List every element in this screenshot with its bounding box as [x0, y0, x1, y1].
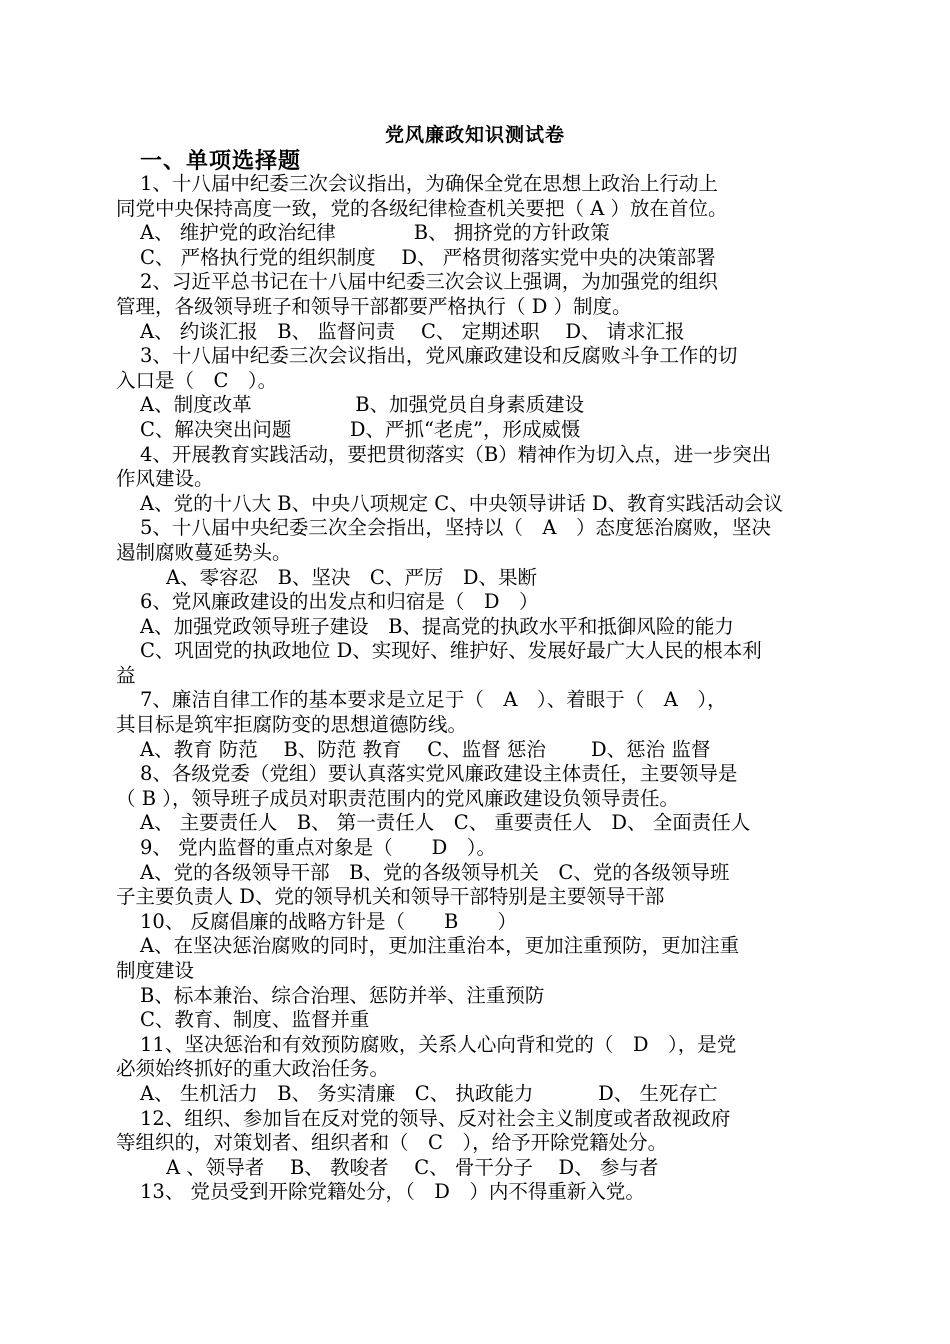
text-line: C、 严格执行党的组织制度 D、 严格贯彻落实党中央的决策部署	[140, 245, 716, 269]
text-line: A 、领导者 B、 教唆者 C、 骨干分子 D、 参与者	[166, 1155, 659, 1179]
text-line: （ B ），领导班子成员对职责范围内的党风廉政建设负领导责任。	[116, 786, 679, 810]
text-line: C、解决突出问题 D、严抓“老虎”，形成威慑	[140, 417, 581, 441]
text-line: C、巩固党的执政地位 D、实现好、维护好、发展好最广大人民的根本利	[140, 639, 762, 663]
text-line: A、党的十八大 B、中央八项规定 C、中央领导讲话 D、教育实践活动会议	[140, 491, 784, 515]
text-line: 入口是（ C ）。	[116, 368, 278, 392]
text-line: 作风建设。	[116, 467, 214, 491]
text-line: 5、十八届中央纪委三次全会指出，坚持以（ A ）态度惩治腐败，坚决	[140, 516, 771, 540]
text-line: A、加强党政领导班子建设 B、提高党的执政水平和抵御风险的能力	[140, 614, 734, 638]
text-line: 遏制腐败蔓延势头。	[116, 540, 292, 564]
text-line: 3、十八届中纪委三次会议指出，党风廉政建设和反腐败斗争工作的切	[140, 344, 738, 368]
text-line: B、标本兼治、综合治理、惩防并举、注重预防	[140, 983, 545, 1007]
text-line: 10、 反腐倡廉的战略方针是（ B ）	[140, 909, 517, 933]
text-line: 制度建设	[116, 959, 195, 982]
text-line: 管理，各级领导班子和领导干部都要严格执行（ D ）制度。	[116, 294, 632, 318]
text-line: A、在坚决惩治腐败的同时，更加注重治本，更加注重预防，更加注重	[140, 934, 740, 958]
text-line: 6、党风廉政建设的出发点和归宿是（ D ）	[140, 590, 539, 614]
text-line: 8、各级党委（党组）要认真落实党风廉政建设主体责任，主要领导是	[140, 762, 738, 786]
text-line: 益	[116, 663, 136, 687]
text-line: 其目标是筑牢拒腐防变的思想道德防线。	[116, 713, 468, 737]
text-line: 2、习近平总书记在十八届中纪委三次会议上强调，为加强党的组织	[140, 270, 718, 294]
text-line: C、教育、制度、监督并重	[140, 1008, 370, 1032]
text-line: 7、廉洁自律工作的基本要求是立足于（ A ）、着眼于（ A ），	[140, 688, 727, 712]
text-line: A、 约谈汇报 B、 监督问责 C、 定期述职 D、 请求汇报	[140, 319, 685, 343]
text-line: A、 主要责任人 B、 第一责任人 C、 重要责任人 D、 全面责任人	[140, 811, 751, 835]
text-line: 必须始终抓好的重大政治任务。	[116, 1057, 390, 1081]
section-heading: 一、单项选择题	[140, 149, 302, 174]
text-line: 11、坚决惩治和有效预防腐败，关系人心向背和党的（ D ），是党	[140, 1032, 737, 1056]
text-line: A、 生机活力 B、 务实清廉 C、 执政能力 D、 生死存亡	[140, 1081, 718, 1105]
text-line: 1、十八届中纪委三次会议指出，为确保全党在思想上政治上行动上	[140, 172, 718, 195]
text-line: A、党的各级领导干部 B、党的各级领导机关 C、党的各级领导班	[140, 860, 730, 884]
text-line: A、教育 防范 B、防范 教育 C、监督 惩治 D、惩治 监督	[140, 737, 711, 761]
text-line: A、制度改革 B、加强党员自身素质建设	[140, 393, 585, 417]
document-body	[116, 172, 838, 1205]
text-line: 同党中央保持高度一致，党的各级纪律检查机关要把（ A ）放在首位。	[116, 196, 728, 220]
text-line: 子主要负责人 D、党的领导机关和领导干部特别是主要领导干部	[116, 885, 665, 909]
text-line: 12、组织、参加旨在反对党的领导、反对社会主义制度或者敌视政府	[140, 1106, 731, 1130]
text-line: 9、 党内监督的重点对象是（ D ）。	[140, 836, 496, 860]
document-title: 党风廉政知识测试卷	[384, 124, 565, 146]
text-line: A、 维护党的政治纪律 B、 拥挤党的方针政策	[140, 221, 610, 245]
text-line: 等组织的，对策划者、组织者和（ C ），给予开除党籍处分。	[116, 1131, 668, 1155]
text-line: 13、 党员受到开除党籍处分，（ D ）内不得重新入党。	[140, 1180, 645, 1204]
text-line: A、零容忍 B、坚决 C、严厉 D、果断	[166, 565, 537, 589]
text-line: 4、开展教育实践活动，要把贯彻落实（B）精神作为切入点，进一步突出	[140, 442, 772, 466]
